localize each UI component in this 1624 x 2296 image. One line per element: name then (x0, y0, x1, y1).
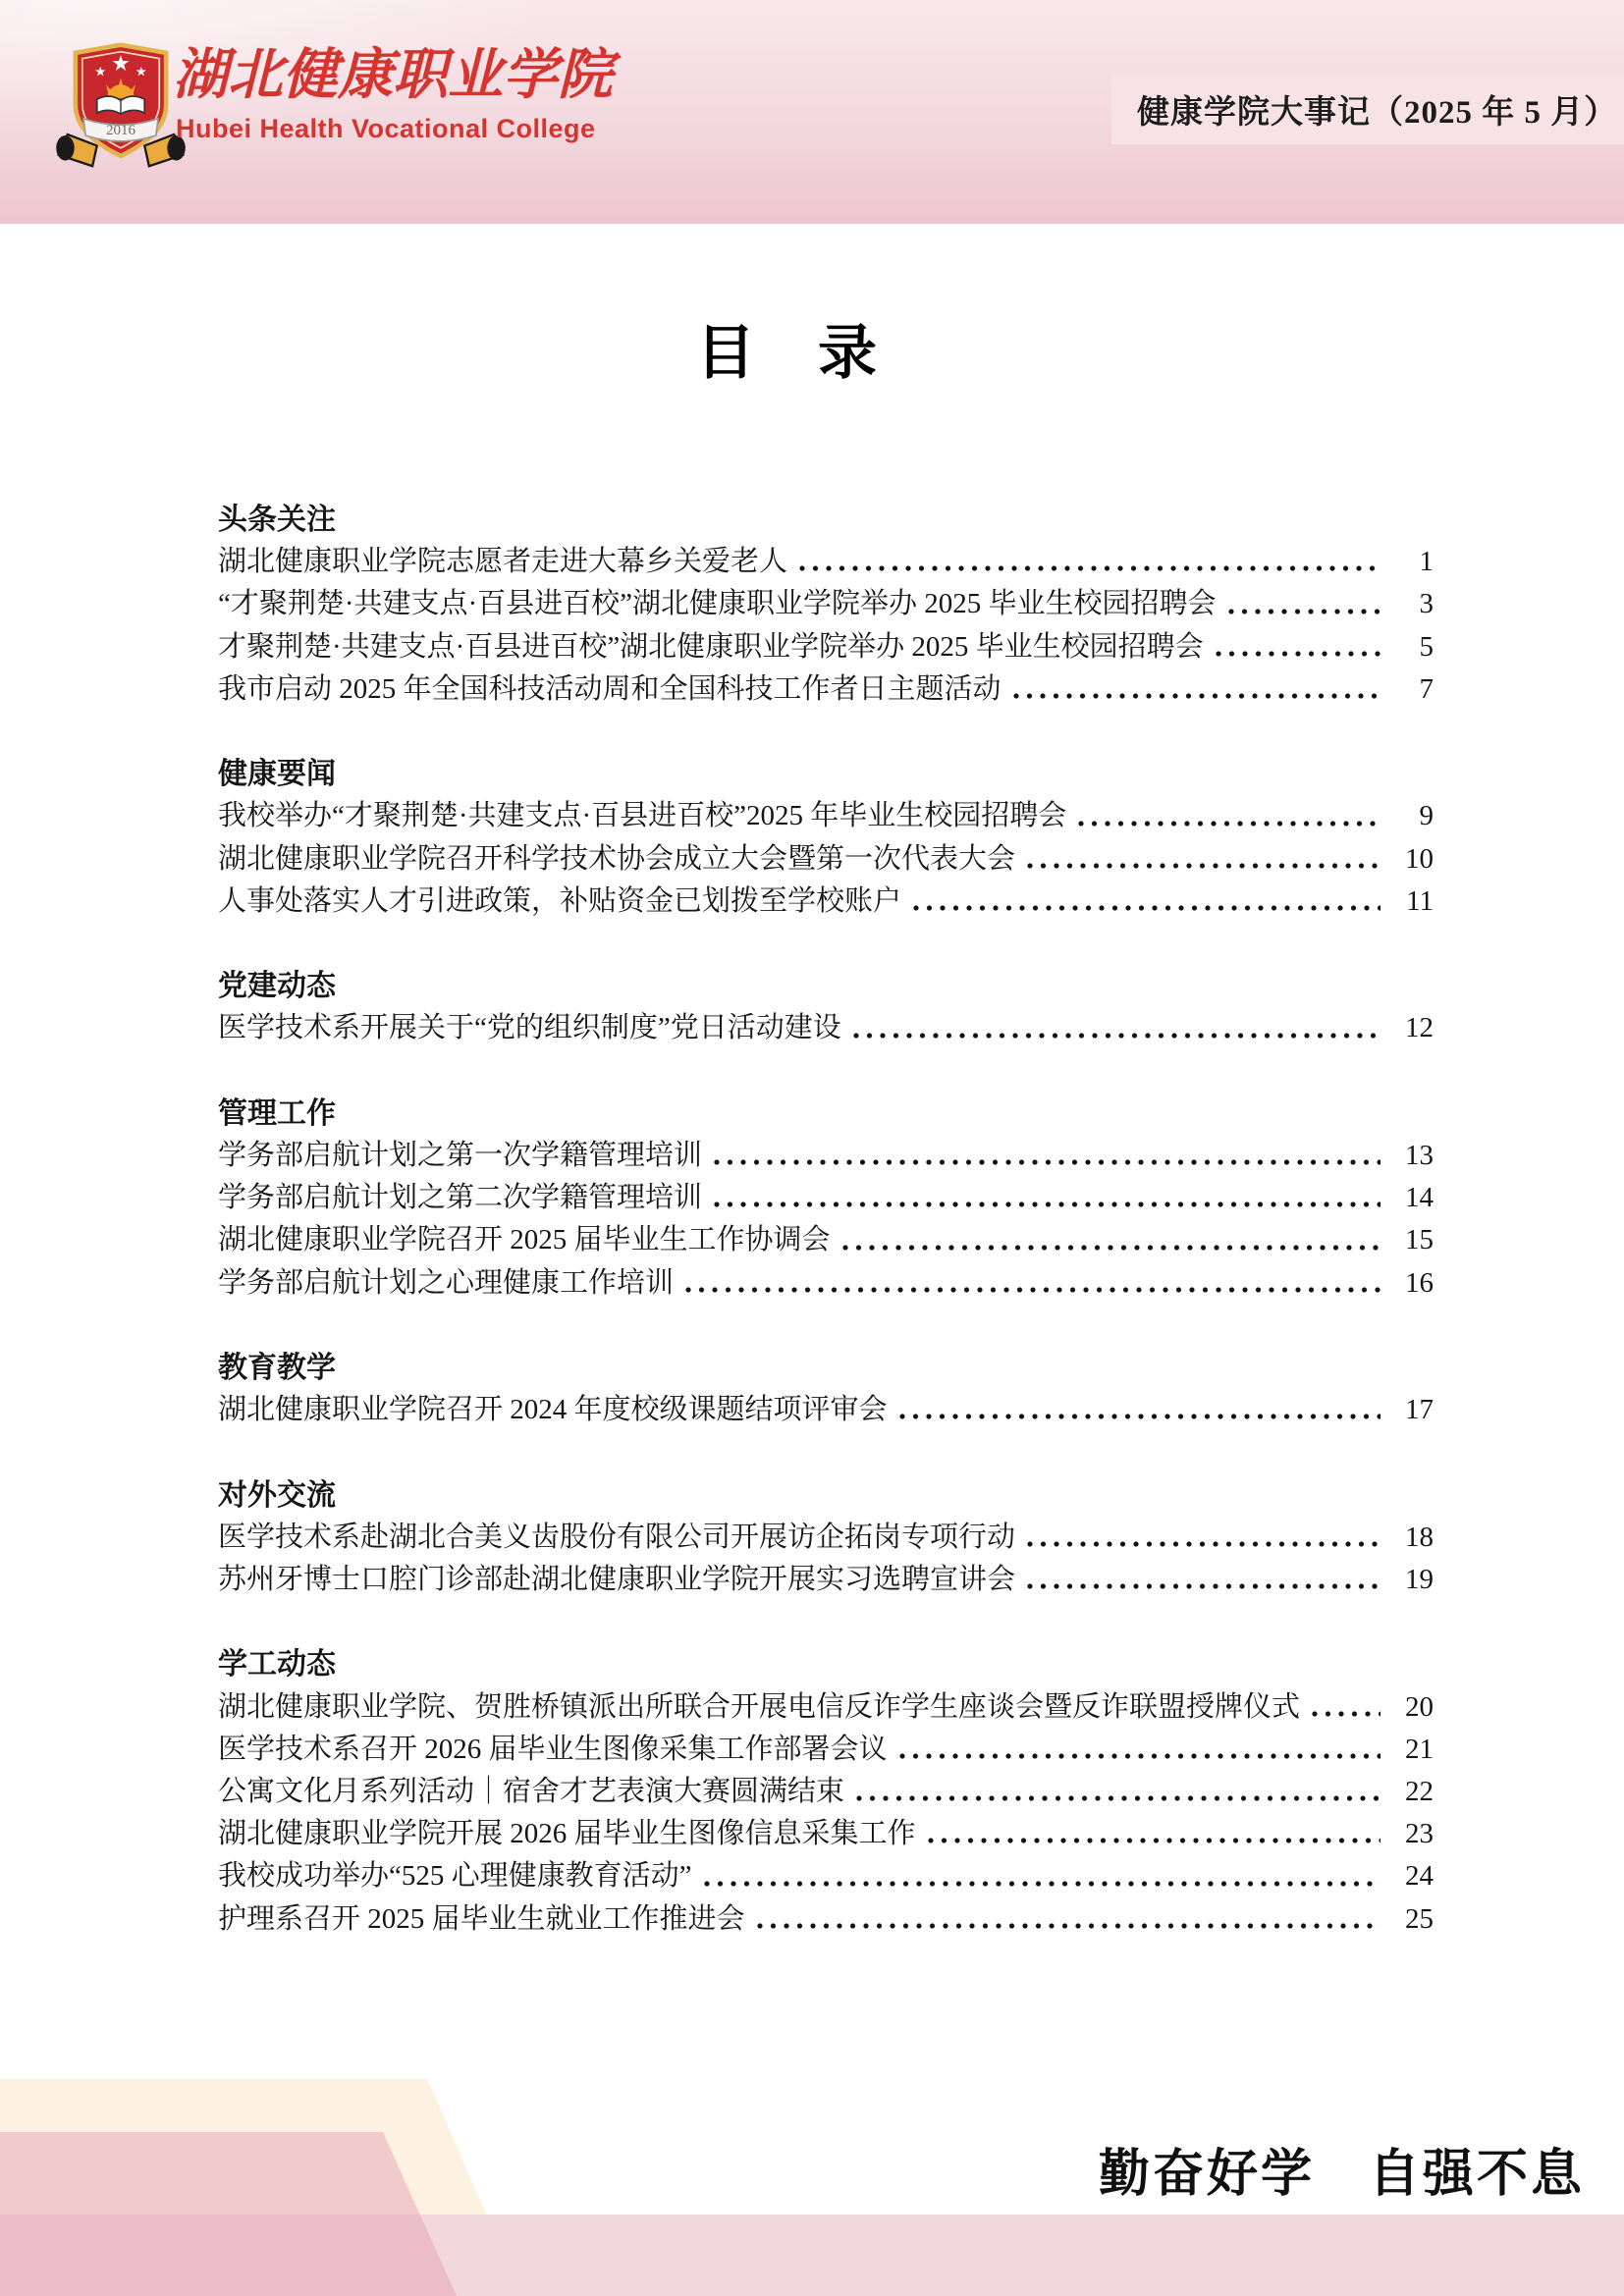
toc-page-number: 18 (1405, 1521, 1434, 1553)
dot-leader (1078, 821, 1380, 827)
dot-leader (856, 1795, 1380, 1801)
toc-entry-title: 医学技术系开展关于“党的组织制度”党日活动建设 (218, 1012, 841, 1044)
toc-entry (218, 1517, 1434, 1559)
toc-title: 目 录 (696, 321, 879, 386)
toc-entry-title: “才聚荆楚·共建支点·百县进百校”湖北健康职业学院举办 2025 毕业生校园招聘会 (218, 588, 1217, 620)
toc-entry (218, 1219, 1434, 1261)
toc-page-number: 25 (1405, 1902, 1434, 1935)
toc-page-number: 1 (1419, 546, 1434, 578)
toc-page-number: 17 (1405, 1394, 1434, 1426)
toc-entry (218, 1389, 1434, 1431)
toc-entry-title: 学务部启航计划之第二次学籍管理培训 (218, 1182, 703, 1214)
toc-entry (218, 1898, 1434, 1941)
toc-page-number: 12 (1405, 1012, 1434, 1044)
toc-entry (218, 1559, 1434, 1601)
header-title-band (1111, 74, 1624, 144)
toc-entry-title: 学务部启航计划之心理健康工作培训 (218, 1266, 675, 1299)
toc-page-number: 3 (1419, 588, 1434, 620)
toc-entry-title: 我校成功举办“525 心理健康教育活动” (218, 1860, 692, 1893)
toc-entry-title: 我校举办“才聚荆楚·共建支点·百县进百校”2025 年毕业生校园招聘会 (218, 800, 1067, 832)
toc-entry (218, 1262, 1434, 1305)
toc-entry-title: 医学技术系赴湖北合美义齿股份有限公司开展访企拓岗专项行动 (218, 1521, 1016, 1553)
dot-leader (899, 1414, 1380, 1419)
school-motto: 勤奋好学 自强不息 (1098, 2147, 1585, 2203)
document-title: 健康学院大事记（2025 年 5 月） (1137, 94, 1618, 131)
toc-sections (218, 499, 1434, 1941)
college-name-zh: 湖北健康职业学院 (173, 45, 613, 106)
toc-entry (218, 1771, 1434, 1813)
toc-entry-title: 湖北健康职业学院志愿者走进大幕乡关爱老人 (218, 546, 788, 578)
toc-page-number: 16 (1405, 1266, 1434, 1299)
toc-page-number: 21 (1405, 1733, 1434, 1765)
dot-leader (704, 1881, 1381, 1887)
toc-section (218, 1474, 1434, 1602)
toc-page-number: 22 (1405, 1776, 1434, 1807)
dot-leader (1013, 693, 1380, 699)
toc-entry (218, 1135, 1434, 1177)
toc-page-number: 7 (1419, 672, 1434, 705)
toc-entry-title: 学务部启航计划之第一次学籍管理培训 (218, 1140, 703, 1171)
toc-page-number: 19 (1405, 1564, 1434, 1595)
toc-entry (218, 541, 1434, 583)
toc-entry-title: 湖北健康职业学院召开科学技术协会成立大会暨第一次代表大会 (218, 842, 1016, 875)
header-banner (0, 0, 1624, 224)
toc-page-number: 11 (1406, 884, 1434, 917)
dot-leader (1027, 863, 1380, 869)
toc-section (218, 1643, 1434, 1940)
toc-page-number: 9 (1419, 800, 1434, 832)
toc-section (218, 965, 1434, 1049)
college-name-en: Hubei Health Vocational College (176, 114, 596, 143)
toc-section-heading: 健康要闻 (218, 758, 336, 791)
toc-entry-title: 才聚荆楚·共建支点·百县进百校”湖北健康职业学院举办 2025 毕业生校园招聘会 (218, 630, 1204, 663)
toc-section (218, 1093, 1434, 1305)
toc-section (218, 1347, 1434, 1431)
toc-entry (218, 626, 1434, 668)
toc-entry (218, 1177, 1434, 1219)
toc-page-number: 24 (1405, 1860, 1434, 1893)
toc-page-number: 20 (1405, 1690, 1434, 1723)
toc-section-heading: 党建动态 (218, 970, 336, 1003)
dot-leader (842, 1245, 1380, 1251)
dot-leader (685, 1287, 1380, 1293)
toc-entry-title: 医学技术系召开 2026 届毕业生图像采集工作部署会议 (218, 1733, 888, 1765)
toc-section-heading: 对外交流 (218, 1478, 336, 1512)
dot-leader (1216, 651, 1380, 657)
toc-section-heading: 教育教学 (218, 1352, 336, 1384)
toc-entry-title: 苏州牙博士口腔门诊部赴湖北健康职业学院开展实习选聘宣讲会 (218, 1564, 1016, 1595)
dot-leader (1312, 1711, 1380, 1717)
toc-entry-title: 护理系召开 2025 届毕业生就业工作推进会 (218, 1902, 745, 1935)
logo-year-text: 2016 (106, 122, 135, 138)
dot-leader (1228, 609, 1380, 614)
toc-entry-title: 我市启动 2025 年全国科技活动周和全国科技工作者日主题活动 (218, 672, 1001, 705)
toc-section-heading: 管理工作 (218, 1096, 336, 1130)
toc-entry-title: 湖北健康职业学院召开 2024 年度校级课题结项评审会 (218, 1394, 888, 1426)
toc-page-number: 15 (1405, 1224, 1434, 1256)
toc-entry (218, 668, 1434, 711)
dot-leader (714, 1159, 1380, 1165)
toc-entry (218, 1686, 1434, 1729)
dot-leader (714, 1201, 1380, 1207)
toc-entry (218, 1007, 1434, 1049)
dot-leader (799, 565, 1380, 571)
toc-page-number: 5 (1419, 630, 1434, 663)
toc-section-heading: 头条关注 (218, 504, 336, 536)
toc-entry-title: 湖北健康职业学院开展 2026 届毕业生图像信息采集工作 (218, 1818, 916, 1850)
toc-entry (218, 838, 1434, 881)
dot-leader (899, 1753, 1380, 1759)
toc-entry (218, 795, 1434, 837)
toc-section (218, 753, 1434, 923)
dot-leader (913, 905, 1380, 911)
dot-leader (1027, 1583, 1380, 1589)
toc-entry-title: 人事处落实人才引进政策，补贴资金已划拨至学校账户 (218, 884, 902, 917)
toc-entry (218, 1729, 1434, 1771)
footer-pink-shape (0, 2132, 457, 2296)
toc-page-number: 13 (1405, 1140, 1434, 1171)
dot-leader (757, 1923, 1380, 1929)
dot-leader (928, 1838, 1380, 1843)
toc-entry (218, 881, 1434, 923)
toc-section-heading: 学工动态 (218, 1648, 336, 1682)
toc-page-number: 10 (1405, 842, 1434, 875)
dot-leader (1027, 1541, 1380, 1547)
toc-entry-title: 湖北健康职业学院、贺胜桥镇派出所联合开展电信反诈学生座谈会暨反诈联盟授牌仪式 (218, 1690, 1301, 1723)
footer (0, 2061, 1624, 2296)
toc-entry-title: 湖北健康职业学院召开 2025 届毕业生工作协调会 (218, 1224, 831, 1256)
toc-entry (218, 1855, 1434, 1897)
toc-page-number: 14 (1405, 1182, 1434, 1214)
dot-leader (853, 1033, 1380, 1039)
toc-entry-title: 公寓文化月系列活动｜宿舍才艺表演大赛圆满结束 (218, 1776, 845, 1807)
toc-entry (218, 1813, 1434, 1855)
toc-entry (218, 583, 1434, 625)
toc-section (218, 499, 1434, 711)
toc-page-number: 23 (1405, 1818, 1434, 1850)
